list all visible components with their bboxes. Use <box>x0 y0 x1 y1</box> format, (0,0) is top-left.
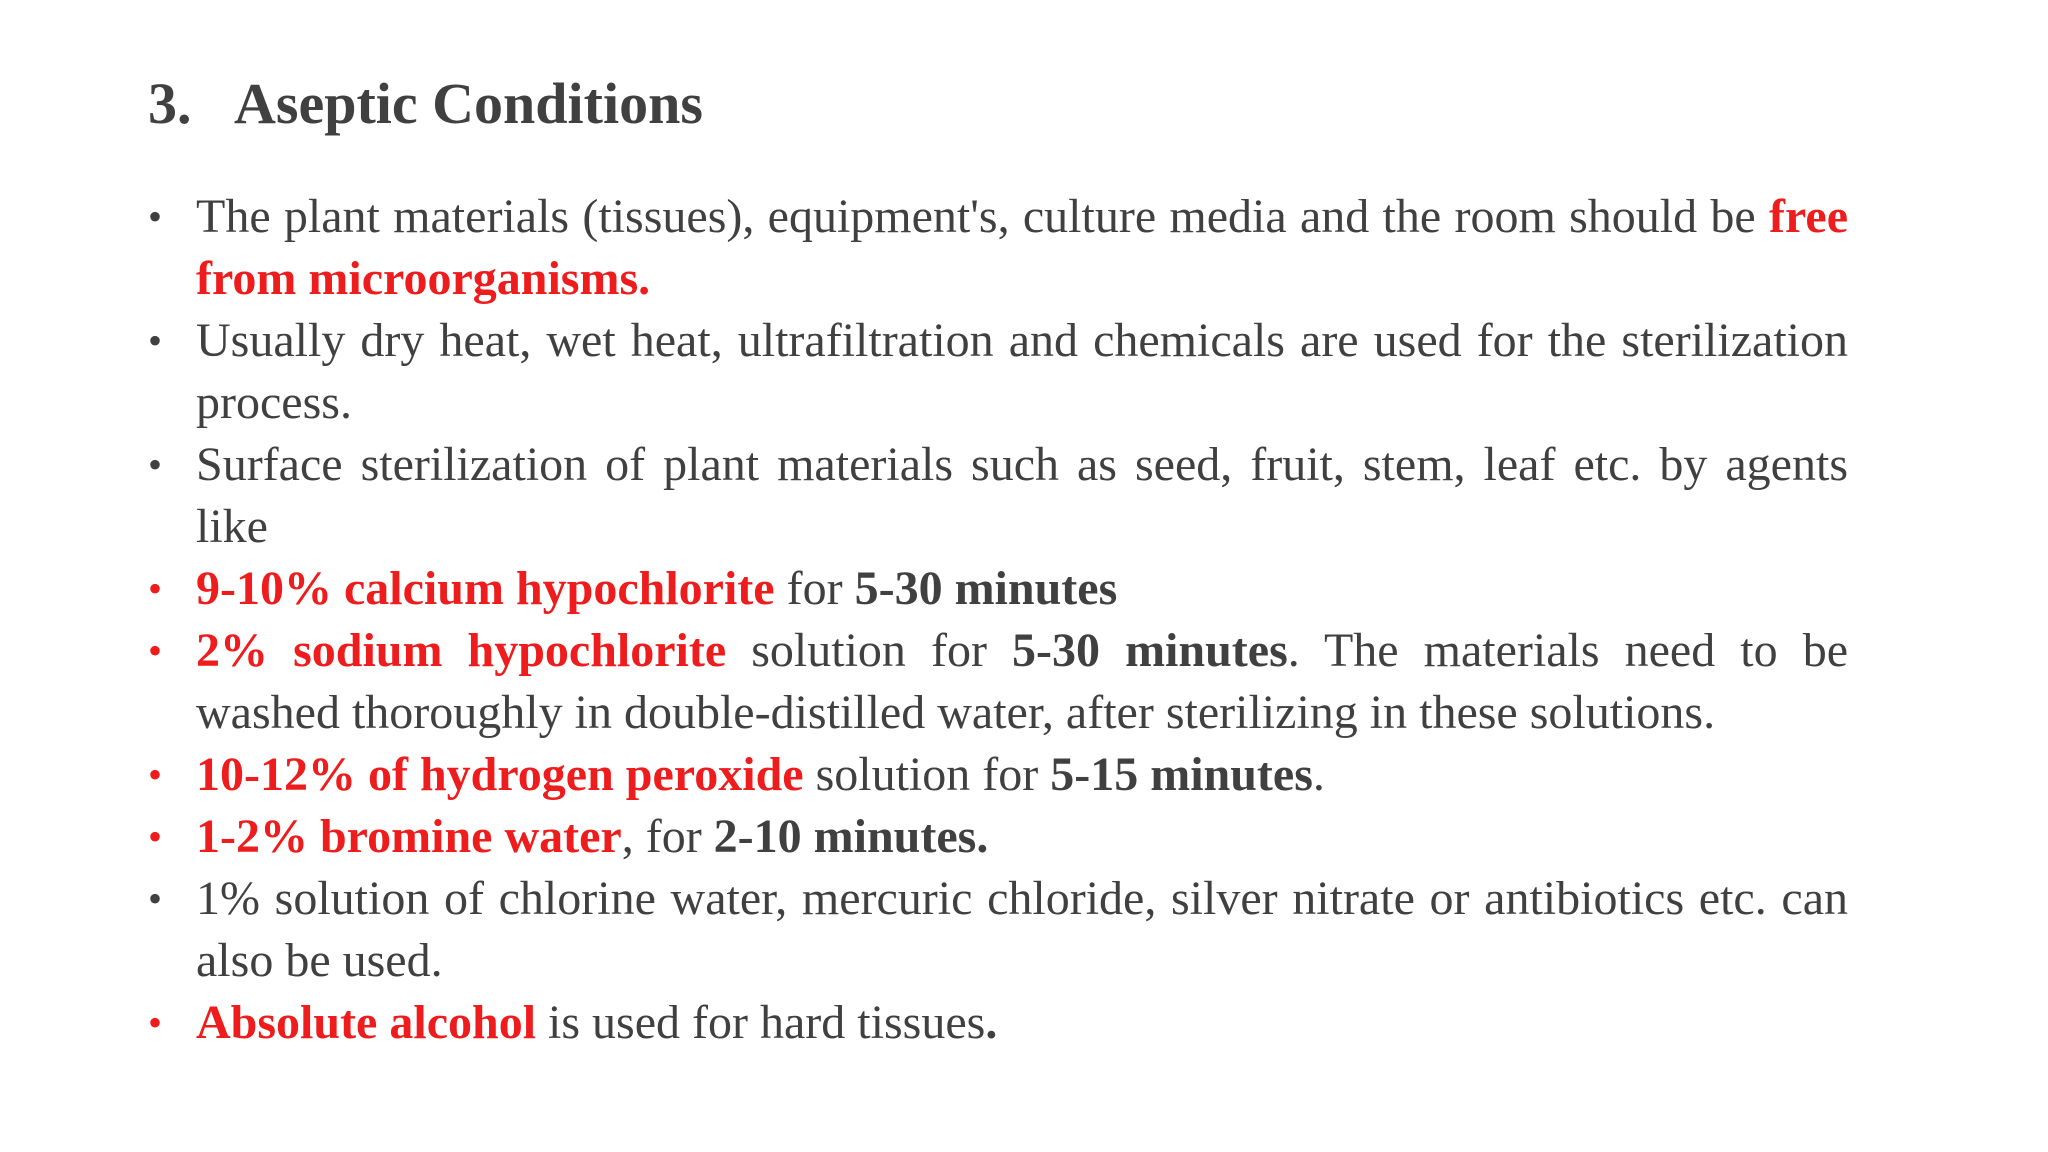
bullet-dot-icon: • <box>148 1000 163 1045</box>
bullet-dot-icon: • <box>148 194 163 239</box>
bullet-text: solution for <box>726 624 1013 677</box>
bullet-emphasis-text: 5-15 minutes <box>1050 748 1313 801</box>
bullet-item <box>148 186 1848 310</box>
slide-title-number: 3. <box>148 71 192 136</box>
bullet-item <box>148 992 1848 1054</box>
slide-title-text: Aseptic Conditions <box>234 71 703 136</box>
bullet-text: . The materials need to be washed thoroughly in double-distilled water, after sterilizing in these solutions. <box>196 624 1848 739</box>
bullet-dot-icon: • <box>148 628 163 673</box>
bullet-item <box>148 310 1848 434</box>
bullet-dot-icon: • <box>148 566 163 611</box>
bullet-dot-icon: • <box>148 318 163 363</box>
bullet-item <box>148 868 1848 992</box>
bullet-text: for <box>774 562 855 615</box>
bullet-emphasis-text: 5-30 minutes <box>854 562 1118 615</box>
bullet-text: Surface sterilization of plant materials such as seed, fruit, stem, leaf etc. by agents like <box>196 438 1848 553</box>
bullet-text: . <box>1312 748 1325 801</box>
bullet-emphasis-text: Absolute alcohol <box>196 996 537 1049</box>
bullet-text: is used for hard tissues <box>536 996 986 1049</box>
bullet-item <box>148 558 1848 620</box>
bullet-item <box>148 620 1848 744</box>
bullet-emphasis-text: 2% sodium hypochlorite <box>196 624 727 677</box>
bullet-emphasis-text: . <box>985 996 998 1049</box>
bullet-text: 1% solution of chlorine water, mercuric chloride, silver nitrate or antibiotics etc. can also be used. <box>196 872 1848 987</box>
bullet-emphasis-text: 2-10 minutes. <box>713 810 989 863</box>
bullet-text: The plant materials (tissues), equipment's, culture media and the room should be <box>196 190 1769 243</box>
bullet-text: Usually dry heat, wet heat, ultrafiltration and chemicals are used for the sterilization process. <box>196 314 1848 429</box>
bullet-dot-icon: • <box>148 814 163 859</box>
bullet-item <box>148 744 1848 806</box>
bullet-item <box>148 806 1848 868</box>
bullet-text: solution for <box>803 748 1051 801</box>
bullet-emphasis-text: 5-30 minutes <box>1012 624 1288 677</box>
bullet-dot-icon: • <box>148 442 163 487</box>
bullet-item <box>148 434 1848 558</box>
bullet-emphasis-text: free from microorganisms. <box>196 190 1848 305</box>
bullet-list <box>148 186 1848 1054</box>
bullet-dot-icon: • <box>148 876 163 921</box>
bullet-emphasis-text: 10-12% of hydrogen peroxide <box>196 748 804 801</box>
bullet-dot-icon: • <box>148 752 163 797</box>
bullet-emphasis-text: 9-10% calcium hypochlorite <box>196 562 775 615</box>
bullet-text: , for <box>621 810 714 863</box>
slide-title <box>148 70 703 137</box>
bullet-emphasis-text: 1-2% bromine water <box>196 810 622 863</box>
